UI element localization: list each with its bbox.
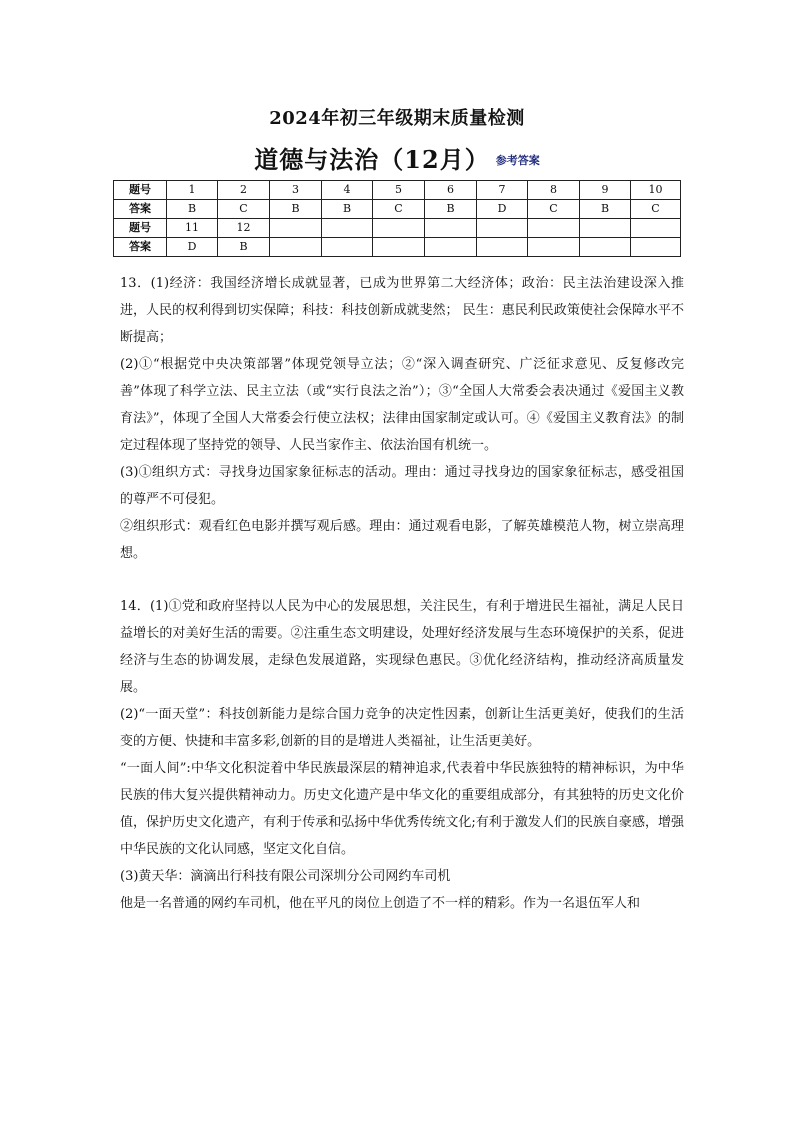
answer-table-cell: B [218,238,270,257]
answer-table-header-cell: 题号 [114,181,167,200]
answer-table-cell: B [580,200,631,219]
answer-table-row [114,200,681,219]
answer-table-row [114,181,681,200]
answer-table-cell: 2 [218,181,270,200]
answer-table-cell: C [631,200,681,219]
answer-table-cell: 11 [167,219,218,238]
answer-table-cell [477,219,528,238]
answer-table-cell: B [322,200,373,219]
answer-table-cell [322,238,373,257]
answer-table-header-cell: 答案 [114,238,167,257]
answer-table-header-cell: 题号 [114,219,167,238]
q13-part2: (2)①“根据党中央决策部署”体现党领导立法；②“深入调查研究、广泛征求意见、反复修改完善”体现了科学立法、民主立法（或“实行良法之治”）；③“全国人大常委会表决通过《爱国主义教育法》”，体现了全国人大常委会行使立法权；法律由国家制定或认可。④《爱国主义教育法》的制定过程体现了坚持党的领导、人民当家作主、依法治国有机统一。 [120,357,684,453]
answer-table-cell [528,219,580,238]
answer-table-cell: D [477,200,528,219]
answer-table-cell: 10 [631,181,681,200]
answer-table-cell [631,219,681,238]
answer-table-cell: B [167,200,218,219]
exam-title: 2024年初三年级期末质量检测 [269,108,525,129]
q14-part3-body: 他是一名普通的网约车司机，他在平凡的岗位上创造了不一样的精彩。作为一名退伍军人和 [120,896,641,911]
answer-table-cell: 8 [528,181,580,200]
answer-table-cell [580,238,631,257]
q14-part1: 14．(1)①党和政府坚持以人民为中心的发展思想，关注民生，有利于增进民生福祉，满足人民日益增长的对美好生活的需要。②注重生态文明建设，处理好经济发展与生态环境保护的关系，促进经济与生态的协调发展，走绿色发展道路，实现绿色惠民。③优化经济结构，推动经济高质量发展。 [120,599,684,695]
q14-part3-heading: (3)黄天华：滴滴出行科技有限公司深圳分公司网约车司机 [120,869,451,884]
answer-table-cell: 9 [580,181,631,200]
answer-table-row [114,219,681,238]
answer-table-header-cell: 答案 [114,200,167,219]
answer-table-cell: C [218,200,270,219]
answer-table-cell: D [167,238,218,257]
subject-title: 道德与法治（12月） [254,145,490,174]
answer-table-cell: 4 [322,181,373,200]
answer-table-cell: 12 [218,219,270,238]
q13-part1: 13．(1)经济：我国经济增长成就显著，已成为世界第二大经济体；政治：民主法治建设深入推进，人民的权利得到切实保障；科技：科技创新成就斐然； 民生：惠民利民政策使社会保障水平不断提高； [120,276,684,345]
answer-table-cell [373,219,425,238]
answer-content [120,270,684,917]
subject-line [0,140,794,175]
answer-table-cell [425,238,477,257]
q14-part2-heaven: (2)“一面天堂”：科技创新能力是综合国力竞争的决定性因素，创新让生活更美好，使我们的生活变的方便、快捷和丰富多彩,创新的目的是增进人类福祉，让生活更美好。 [120,707,684,749]
answer-table-cell [373,238,425,257]
answer-table-cell [528,238,580,257]
answer-table-cell: 7 [477,181,528,200]
answer-table-cell: 6 [425,181,477,200]
q13-part3-item1: (3)①组织方式：寻找身边国家象征标志的活动。理由：通过寻找身边的国家象征标志，感受祖国的尊严不可侵犯。 [120,465,684,507]
answer-table-cell [477,238,528,257]
answer-table-cell [322,219,373,238]
answer-table-cell [631,238,681,257]
answer-table-cell [270,219,322,238]
answer-table-cell [425,219,477,238]
answer-table [113,180,681,257]
answer-table-cell: 1 [167,181,218,200]
answer-table-cell: 5 [373,181,425,200]
answer-key-tag: 参考答案 [495,154,540,167]
answer-table-cell: C [528,200,580,219]
answer-table-cell: B [270,200,322,219]
answer-table-cell [580,219,631,238]
answer-table-row [114,238,681,257]
answer-table-cell [270,238,322,257]
answer-table-body [114,181,681,257]
q13-part3-item2: ②组织形式：观看红色电影并撰写观后感。理由：通过观看电影，了解英雄模范人物，树立崇高理想。 [120,519,684,561]
answer-table-cell: B [425,200,477,219]
answer-table-cell: 3 [270,181,322,200]
answer-table-cell: C [373,200,425,219]
q14-part2-world: “一面人间”:中华文化积淀着中华民族最深层的精神追求,代表着中华民族独特的精神标识，为中华民族的伟大复兴提供精神动力。历史文化遗产是中华文化的重要组成部分，有其独特的历史文化价值，保护历史文化遗产，有利于传承和弘扬中华优秀传统文化;有利于激发人们的民族自豪感，增强中华民族的文化认同感，坚定文化自信。 [120,761,684,857]
